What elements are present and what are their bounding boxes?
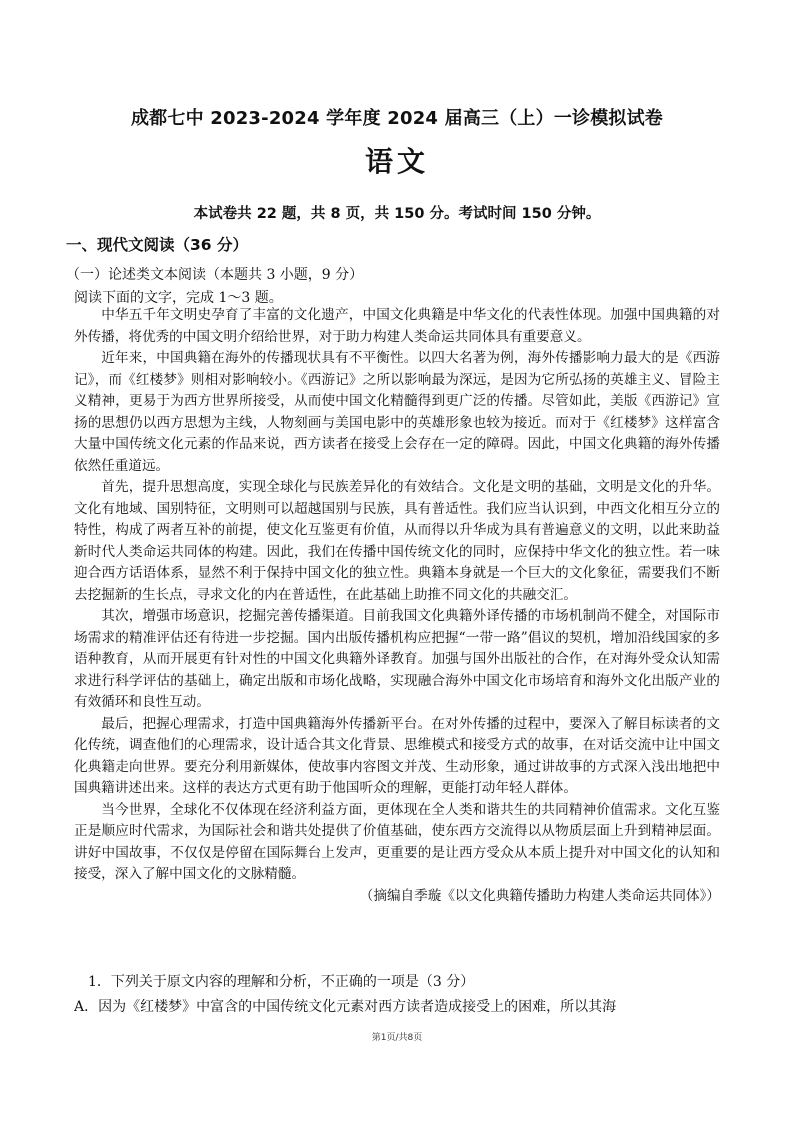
passage-paragraph: 首先，提升思想高度，实现全球化与民族差异化的有效结合。文化是文明的基础，文明是文化的升华。文化有地域、国别特征，文明则可以超越国别与民族，具有普适性。我们应当认识到，中西文化相互分立的特性，构成了两者互补的前提，使文化互鉴更有价值，从而得以升华成为具有普遍意义的文明，以此来助益新时代人类命运共同体的构建。因此，我们在传播中国传统文化的同时，应保持中华文化的独立性。若一味迎合西方话语体系，显然不利于保持中国文化的独立性。典籍本身就是一个巨大的文化象征，需要我们不断去挖掘新的生长点，寻求文化的内在普适性，在此基础上助推不同文化的共融交汇。 (74, 479, 720, 603)
passage-paragraph: 最后，把握心理需求，打造中国典籍海外传播新平台。在对外传播的过程中，要深入了解目标读者的文化传统，调查他们的心理需求，设计适合其文化背景、思维模式和接受方式的故事，在对话交流中让中国文化典籍走向世界。要充分利用新媒体，使故事内容图文并茂、生动形象，通过讲故事的方式深入浅出地把中国典籍讲述出来。这样的表达方式更有助于他国听众的理解，更能打动年轻人群体。 (74, 715, 720, 796)
passage-paragraph: 其次，增强市场意识，挖掘完善传播渠道。目前我国文化典籍外译传播的市场机制尚不健全，对国际市场需求的精准评估还有待进一步挖掘。国内出版传播机构应把握“一带一路”倡议的契机，增加沿线国家的多语种教育，从而开展更有针对性的中国文化典籍外译教育。加强与国外出版社的合作，在对海外受众认知需求进行科学评估的基础上，确定出版和市场化战略，实现融合海外中国文化市场培育和海外文化出版产业的有效循环和良性互动。 (74, 608, 720, 710)
passage-body (74, 305, 720, 907)
section-heading: 一、现代文阅读（36 分） (66, 236, 248, 254)
question-1-option-a: A．因为《红楼梦》中富含的中国传统文化元素对西方读者造成接受上的困难，所以其海 (74, 999, 617, 1015)
sub-heading: （一）论述类文本阅读（本题共 3 小题，9 分） (66, 267, 364, 283)
passage-paragraph: 当今世界，全球化不仅体现在经济利益方面，更体现在全人类和谐共生的共同精神价值需求。文化互鉴正是顺应时代需求，为国际社会和谐共处提供了价值基础，使东西方交流得以从物质层面上升到精神层面。讲好中国故事，不仅仅是停留在国际舞台上发声，更重要的是让西方受众从本质上提升对中国文化的认知和接受，深入了解中国文化的文脉精髓。 (74, 801, 720, 882)
subject-title: 语文 (364, 145, 429, 178)
passage-paragraph: 中华五千年文明史孕育了丰富的文化遗产，中国文化典籍是中华文化的代表性体现。加强中国典籍的对外传播，将优秀的中国文明介绍给世界，对于助力构建人类命运共同体具有重要意义。 (74, 307, 720, 345)
reading-instruction: 阅读下面的文字，完成 1～3 题。 (74, 290, 283, 306)
exam-info: 本试卷共 22 题，共 8 页，共 150 分。考试时间 150 分钟。 (193, 206, 601, 222)
exam-title: 成都七中 2023-2024 学年度 2024 届高三（上）一诊模拟试卷 (130, 108, 664, 129)
passage-paragraph: 近年来，中国典籍在海外的传播现状具有不平衡性。以四大名著为例，海外传播影响力最大的是《西游记》，而《红楼梦》则相对影响较小。《西游记》之所以影响最为深远，是因为它所弘扬的英雄主义、冒险主义精神，更易于为西方世界所接受，从而使中国文化精髓得到更广泛的传播。尽管如此，美版《西游记》宣扬的思想仍以西方思想为主线，人物刻画与美国电影中的英雄形象也较为接近。而对于《红楼梦》这样富含大量中国传统文化元素的作品来说，西方读者在接受上会存在一定的障碍。因此，中国文化典籍的海外传播依然任重道远。 (74, 350, 720, 474)
page-footer: 第1页/共8页 (371, 1033, 423, 1043)
passage-source: （摘编自季璇《以文化典籍传播助力构建人类命运共同体》） (359, 887, 720, 904)
question-1: 1．下列关于原文内容的理解和分析，不正确的一项是（3 分） (88, 974, 475, 990)
